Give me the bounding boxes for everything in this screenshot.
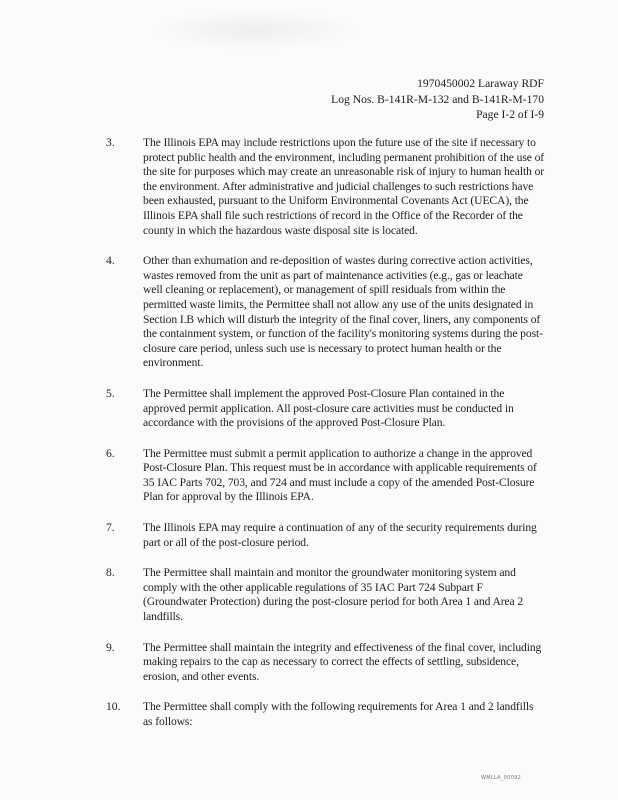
item-number: 4. — [106, 254, 115, 268]
list-item — [0, 700, 618, 729]
item-text: The Permittee shall implement the approved Post-Closure Plan contained in the approved permit application. All post-closure care activities must be conducted in accordance with the provisions of the approved Post-Closure Plan. — [143, 386, 514, 430]
item-text: The Permittee shall maintain the integrity and effectiveness of the final cover, including making repairs to the cap as necessary to correct the effects of settling, subsidence, erosion, and other events. — [143, 640, 542, 683]
item-text: The Permittee shall maintain and monitor the groundwater monitoring system and comply with the other applicable regulations of 35 IAC Part 724 Subpart F (Groundwater Protection) during the post-closure period for both Area 1 and Area 2 landfills. — [143, 566, 524, 624]
facility-id-line: 1970450002 Laraway RDF — [417, 77, 544, 90]
item-text: Other than exhumation and re-deposition of wastes during corrective action activities, wastes removed from the unit as part of maintenance activities (e.g., gas or leachate well cleaning or replacement), or management of spill residuals from within the permitted waste limits, the Permittee shall not allow any use of the units designated in Section I.B which will disturb the integrity of the final cover, liners, any components of the containment system, or function of the facility's monitoring systems during the post-closure care period, unless such use is necessary to protect human health or the environment. — [143, 254, 543, 370]
item-text: The Permittee shall comply with the following requirements for Area 1 and 2 landfills as follows: — [143, 700, 534, 728]
page-number-line: Page I-2 of I-9 — [476, 108, 544, 121]
list-item — [0, 641, 618, 685]
item-number: 8. — [106, 566, 115, 580]
item-text: The Illinois EPA may include restrictions upon the future use of the site if necessary to protect public health and the environment, including permanent prohibition of the use of the site for purposes which may create an unreasonable risk of injury to human health or the environment. After administrative and judicial challenges to such restrictions have been exhausted, pursuant to the Uniform Environmental Covenants Act (UECA), the Illinois EPA shall file such restrictions of record in the Office of the Recorder of the county in which the hazardous waste disposal site is located. — [143, 136, 545, 237]
list-item — [0, 566, 618, 624]
item-number: 10. — [106, 700, 121, 714]
list-item — [0, 254, 618, 371]
item-number: 6. — [106, 446, 115, 460]
page-header — [331, 76, 544, 123]
log-numbers-line: Log Nos. B-141R-M-132 and B-141R-M-170 — [331, 92, 544, 106]
item-number: 3. — [106, 136, 115, 149]
item-text: The Illinois EPA may require a continuation of any of the security requirements during part or all of the post-closure period. — [143, 521, 537, 549]
list-item — [0, 521, 618, 550]
item-text: The Permittee must submit a permit application to authorize a change in the approved Post-Closure Plan. This request must be in accordance with applicable requirements of 35 IAC Parts 702, 703, and 724 and must include a copy of the amended Post-Closure Plan for approval by the Illinois EPA. — [143, 446, 537, 504]
list-item — [0, 136, 618, 238]
numbered-conditions-list — [0, 136, 618, 746]
item-number: 7. — [106, 521, 115, 535]
item-number: 5. — [106, 386, 115, 400]
scan-artifact — [150, 10, 360, 50]
list-item — [0, 387, 618, 431]
bates-stamp: WMLLA_00092 — [481, 775, 522, 781]
item-number: 9. — [106, 640, 115, 654]
list-item — [0, 447, 618, 505]
